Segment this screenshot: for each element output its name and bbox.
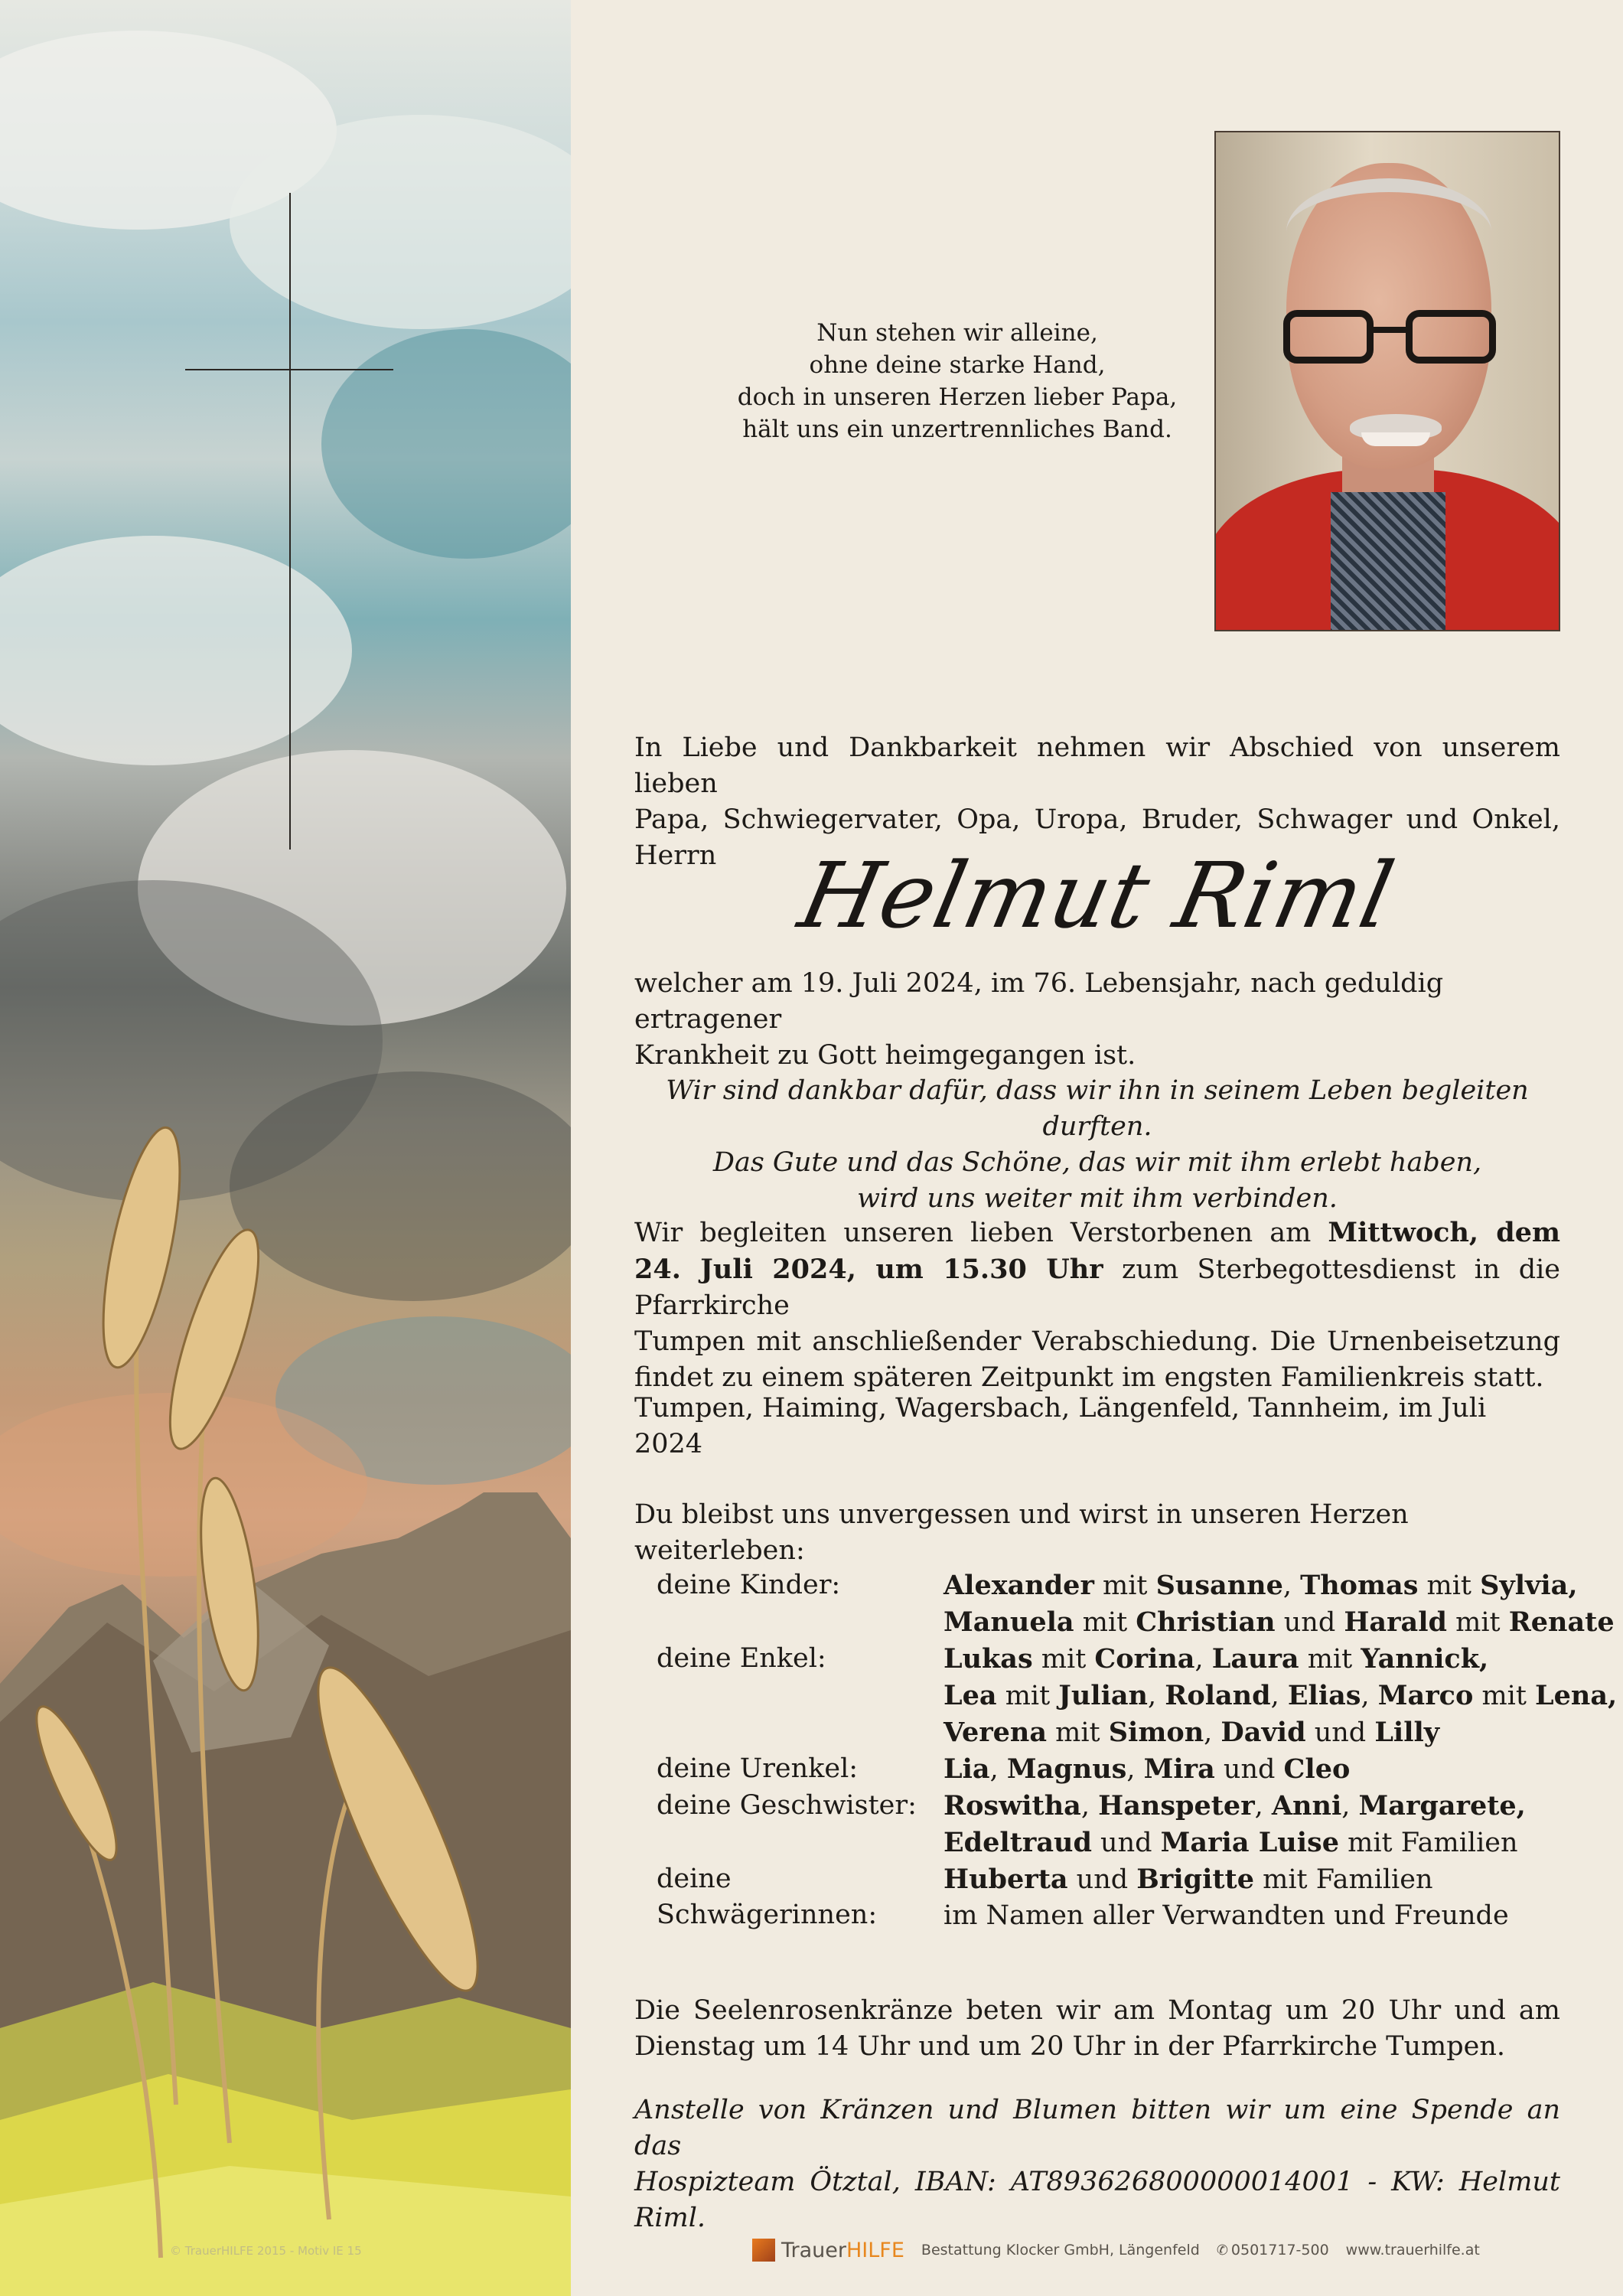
company-name: Bestattung Klocker GmbH, Längenfeld xyxy=(921,2242,1200,2258)
rosary-notice xyxy=(634,1993,1560,2065)
quote-line: wird uns weiter mit ihm verbinden. xyxy=(857,1183,1338,1214)
poem-line: hält uns ein unzertrennliches Band. xyxy=(742,416,1172,443)
remembrance-line: Du bleibst uns unvergessen und wirst in unseren Herzen weiterleben: xyxy=(634,1499,1409,1566)
obituary-content xyxy=(571,0,1623,2296)
family-list xyxy=(657,1567,1618,1934)
phone-number: 0501717-500 xyxy=(1230,2242,1329,2258)
family-row-enkel: deine Enkel: Lukas mit Corina, Laura mit Yannick, Lea mit Julian, Roland, Elias, Marco mit Lena, Verena mit Simon, David und Lilly xyxy=(657,1641,1567,1751)
cross-vertical-line xyxy=(289,193,291,850)
intro-line: Papa, Schwiegervater, Opa, Uropa, Bruder, Schwager und Onkel, Herrn xyxy=(634,804,1560,871)
family-label: deine Geschwister: xyxy=(657,1790,917,1821)
places-and-date: Tumpen, Haiming, Wagersbach, Längenfeld, Tannheim, im Juli 2024 xyxy=(634,1393,1487,1459)
family-label: deine Urenkel: xyxy=(657,1753,859,1784)
intro-line: In Liebe und Dankbarkeit nehmen wir Abschied von unserem lieben xyxy=(634,732,1560,799)
portrait-photo xyxy=(1214,131,1560,631)
trauerhilfe-logo-icon xyxy=(752,2239,775,2262)
service-line: Wir begleiten unseren lieben Verstorbenen am Mittwoch, dem xyxy=(634,1217,1560,1248)
watercolor-artwork xyxy=(0,0,571,2296)
art-copyright: © TrauerHILFE 2015 - Motiv IE 15 xyxy=(170,2244,362,2258)
cross-horizontal-line xyxy=(185,369,393,370)
wheat-ears-illustration xyxy=(0,1110,571,2296)
brand-name: Trauer xyxy=(781,2238,846,2262)
poem xyxy=(632,317,1282,445)
quote-line: Das Gute und das Schöne, das wir mit ihm erlebt haben, xyxy=(712,1147,1482,1178)
service-line: 24. Juli 2024, um 15.30 Uhr zum Sterbegottesdienst in die Pfarrkirche xyxy=(634,1254,1561,1321)
family-row-kinder: deine Kinder: Alexander mit Susanne, Thomas mit Sylvia, Manuela mit Christian und Harald mit Renate xyxy=(657,1567,1567,1641)
donation-line: Anstelle von Kränzen und Blumen bitten wir um eine Spende an das xyxy=(634,2095,1560,2161)
deceased-name: Helmut Riml xyxy=(790,843,1403,948)
rosary-line: Dienstag um 14 Uhr und um 20 Uhr in der Pfarrkirche Tumpen. xyxy=(634,2031,1506,2062)
family-label: deine Kinder: xyxy=(657,1570,841,1600)
phone-icon: ✆ xyxy=(1216,2242,1228,2258)
poem-line: Nun stehen wir alleine, xyxy=(816,319,1098,347)
death-notice-line: Krankheit zu Gott heimgegangen ist. xyxy=(634,1040,1136,1071)
quote-line: Wir sind dankbar dafür, dass wir ihn in seinem Leben begleiten durften. xyxy=(666,1075,1529,1142)
service-line: findet zu einem späteren Zeitpunkt im engsten Familienkreis statt. xyxy=(634,1362,1544,1393)
footer xyxy=(752,2235,1497,2265)
donation-notice xyxy=(634,2092,1560,2236)
family-label: deine Enkel: xyxy=(657,1643,826,1674)
donation-line: Hospizteam Ötztal, IBAN: AT893626800000014001 - KW: Helmut Riml. xyxy=(634,2167,1560,2233)
family-row-urenkel: deine Urenkel: Lia, Magnus, Mira und Cleo xyxy=(657,1751,1567,1788)
family-label: deine Schwägerinnen: xyxy=(657,1864,878,1930)
family-row-geschwister: deine Geschwister: Roswitha, Hanspeter, Anni, Margarete, Edeltraud und Maria Luise mit Familien xyxy=(657,1788,1567,1861)
service-line: Tumpen mit anschließender Verabschiedung. Die Urnenbeisetzung xyxy=(634,1326,1560,1357)
death-notice-line: welcher am 19. Juli 2024, im 76. Lebensjahr, nach geduldig ertragener xyxy=(634,968,1444,1035)
memorial-quote xyxy=(634,1073,1560,1217)
death-notice xyxy=(634,966,1560,1074)
shirt xyxy=(1331,492,1445,631)
glasses-icon xyxy=(1283,310,1501,367)
service-details xyxy=(634,1215,1560,1396)
rosary-line: Die Seelenrosenkränze beten wir am Montag um 20 Uhr und am xyxy=(634,1995,1560,2026)
poem-line: ohne deine starke Hand, xyxy=(809,351,1106,379)
family-row-schwaegerinnen: deine Schwägerinnen: Huberta und Brigitte mit Familien im Namen aller Verwandten und Freunde xyxy=(657,1861,1567,1934)
poem-line: doch in unseren Herzen lieber Papa, xyxy=(737,383,1178,411)
website-link[interactable]: www.trauerhilfe.at xyxy=(1345,2242,1480,2258)
brand-name-accent: HILFE xyxy=(846,2238,904,2262)
